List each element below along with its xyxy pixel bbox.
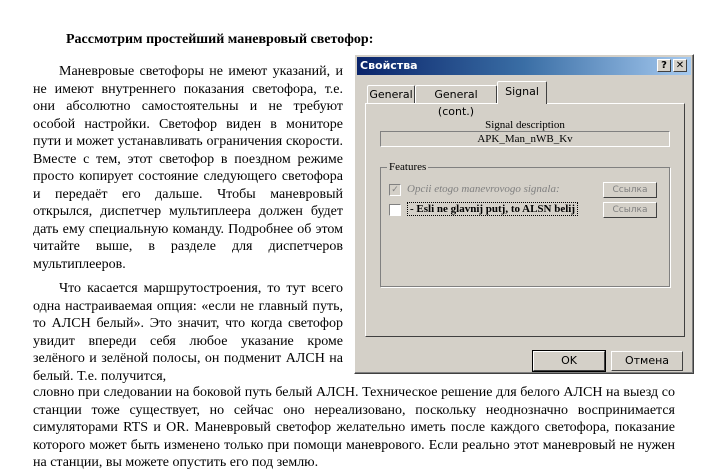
signal-description-label: Signal description [485,119,565,131]
dialog-title: Свойства [360,59,418,72]
link-button-white-alsn[interactable]: Ссылка [603,202,657,218]
ok-button[interactable]: OK [533,351,605,371]
document-paragraph-1: Маневровые светофоры не имеют указаний, и не имеют внутреннего показания светофора, т.е. они абсолютно самостоятельны и не требуют особой настройки. Светофор виден в мониторе пути и может устанавливать ограничения скорости. Вместе с тем, этот светофор в поездном режиме просто копирует состояние следующего светофора и передаёт его дальше. Чтобы маневровый открылся, диспетчер мультиплеера должен будет дать ему специальную команду. Подробнее об этом читайте выше, в разделе для диспетчеров мультиплееров. [33,64,343,272]
properties-dialog [354,54,694,374]
signal-description-field: APK_Man_nWB_Kv [380,131,670,147]
feature-label-options: Opcii etogo manevrovogo signala: [407,183,560,195]
tab-general[interactable]: General [367,85,415,103]
cancel-button[interactable]: Отмена [611,351,683,371]
document-paragraph-2: Что касается маршрутостроения, то тут всего одна настраиваемая опция: «если не главный путь, то АЛСН белый». Это значит, что когда светофор увидит впереди себя любое указание кроме зелёного и зелёной полосы, он подменит АЛСН на белый. Т.е. получится, [33,281,343,384]
features-label: Features [389,161,427,173]
close-button[interactable]: ✕ [673,59,687,72]
feature-checkbox-white-alsn[interactable] [389,204,401,216]
feature-row [389,182,665,198]
feature-label-white-alsn[interactable]: - Esli ne glavnij putj, to ALSN belij [407,202,578,216]
features-groupbox [380,161,670,287]
link-button-options[interactable]: Ссылка [603,182,657,198]
tab-general-cont[interactable]: General (cont.) [415,85,497,103]
document-paragraph-3: словно при следовании на боковой путь белый АЛСН. Техническое решение для белого АЛСН на выезд со станции тоже существует, но сейчас оно нереализовано, поскольку неоднозначно воспринимается симуляторами RTS и OR. Маневровый светофор желательно иметь после каждого светофора, показание которого может быть изменено только при помощи маневрового. Если реально этот маневровый не нужен на станции, вы можете опустить его под землю. [33,385,675,470]
tab-signal[interactable]: Signal [497,81,547,104]
help-button[interactable]: ? [657,59,671,72]
feature-row [389,202,665,218]
feature-checkbox-options[interactable]: ✓ [389,184,401,196]
tab-strip [365,81,685,118]
dialog-titlebar[interactable] [357,57,691,75]
signal-tab-panel [365,103,685,337]
document-heading: Рассмотрим простейший маневровый светофор: [66,32,374,47]
